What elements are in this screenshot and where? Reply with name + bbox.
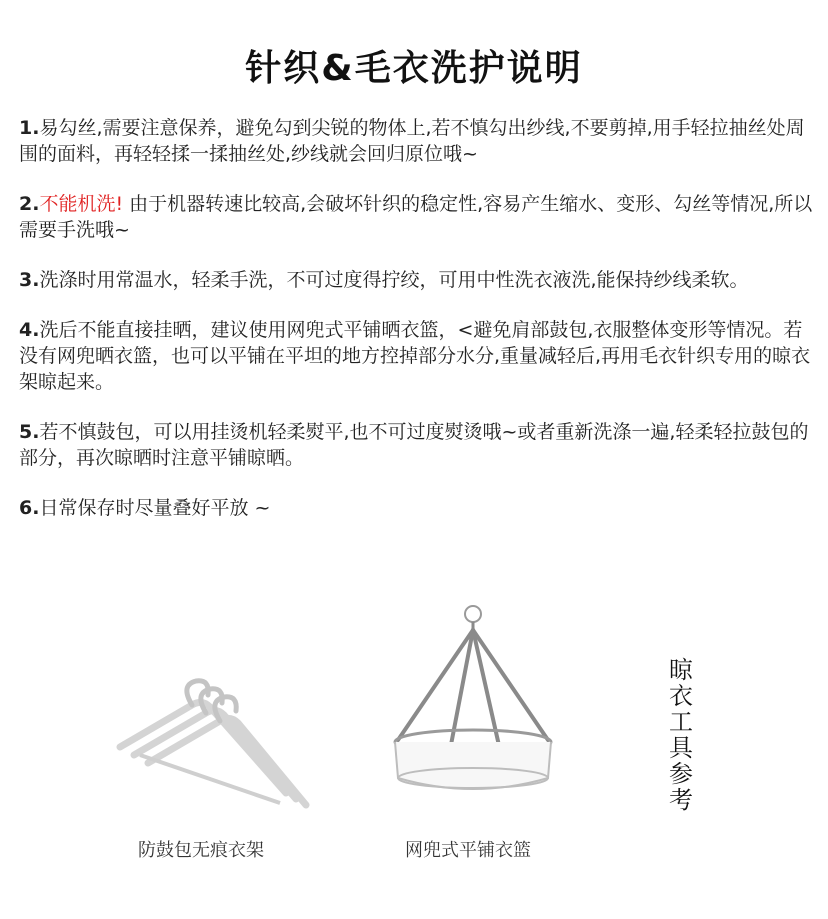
note-text: 由于机器转速比较高,会破坏针织的稳定性,容易产生缩水、变形、勾丝等情况,所以需要手洗哦~ bbox=[19, 193, 813, 241]
care-note-2 bbox=[19, 191, 819, 243]
care-note-1 bbox=[19, 115, 819, 167]
note-text: 若不慎鼓包，可以用挂烫机轻柔熨平,也不可过度熨烫哦~或者重新洗涤一遍,轻柔轻拉鼓包的部分，再次晾晒时注意平铺晾晒。 bbox=[19, 421, 809, 469]
hanger-caption: 防鼓包无痕衣架 bbox=[138, 840, 264, 861]
note-number: 2. bbox=[19, 193, 40, 215]
note-number: 5. bbox=[19, 421, 40, 443]
care-note-5 bbox=[19, 419, 819, 471]
note-text: 易勾丝,需要注意保养，避免勾到尖锐的物体上,若不慎勾出纱线,不要剪掉,用手轻拉抽丝处周围的面料，再轻轻揉一揉抽丝处,纱线就会回归原位哦~ bbox=[19, 117, 805, 165]
note-text: 日常保存时尽量叠好平放 ~ bbox=[39, 497, 271, 519]
care-notes bbox=[19, 115, 819, 545]
note-number: 1. bbox=[19, 117, 40, 139]
page-title: 针织&毛衣洗护说明 bbox=[245, 48, 583, 89]
note-number: 4. bbox=[19, 319, 40, 341]
care-note-6 bbox=[19, 495, 819, 521]
hanger-illustration bbox=[110, 675, 320, 815]
note-number: 3. bbox=[19, 269, 40, 291]
no-machine-wash-warning: 不能机洗! bbox=[39, 193, 124, 215]
drying-tools-label: 晾衣工具参考 bbox=[669, 656, 693, 814]
care-note-4 bbox=[19, 317, 819, 395]
drying-basket-illustration bbox=[380, 600, 560, 800]
note-number: 6. bbox=[19, 497, 40, 519]
note-text: 洗后不能直接挂晒，建议使用网兜式平铺晒衣篮，<避免肩部鼓包,衣服整体变形等情况。若没有网兜晒衣篮，也可以平铺在平坦的地方控掉部分水分,重量减轻后,再用毛衣针织专用的晾衣架晾起来。 bbox=[19, 319, 811, 393]
care-note-3 bbox=[19, 267, 819, 293]
note-text: 洗涤时用常温水，轻柔手洗，不可过度得拧绞，可用中性洗衣液洗,能保持纱线柔软。 bbox=[39, 269, 749, 291]
basket-caption: 网兜式平铺衣篮 bbox=[405, 840, 531, 861]
